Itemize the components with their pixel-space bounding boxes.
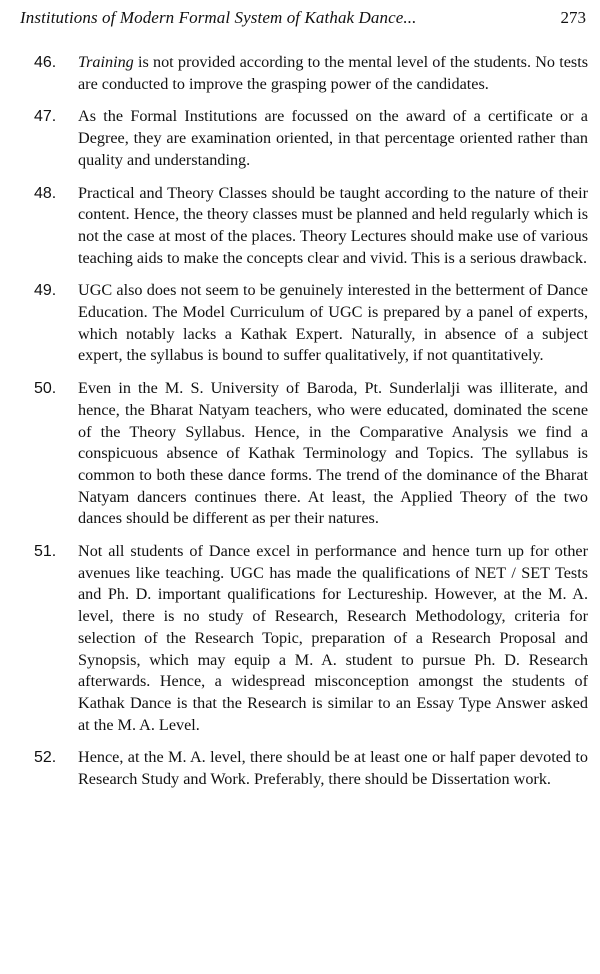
numbered-list bbox=[20, 52, 590, 791]
page-number: 273 bbox=[560, 8, 586, 27]
item-text: Not all students of Dance excel in performance and hence turn up for other avenues like teaching. UGC has made the qualifications of NET / SET Tests and Ph. D. important qualifications for Lectureship. However, at the M. A. level, there is no study of Research, Research Methodology, criteria for selection of the Research Topic, preparation of a Research Proposal and Synopsis, which may equip a M. A. student to pursue Ph. D. Research afterwards. Hence, a widespread misconception amongst the students of Kathak Dance is that the Research is similar to an Essay Type Answer asked at the M. A. Level. bbox=[78, 542, 588, 734]
item-lead-word: Training bbox=[78, 53, 134, 71]
item-number: 52. bbox=[34, 749, 57, 767]
item-number: 50. bbox=[34, 380, 57, 398]
item-number: 51. bbox=[34, 543, 57, 561]
running-header bbox=[20, 6, 590, 30]
item-text: As the Formal Institutions are focussed on the award of a certificate or a Degree, they are examination oriented, in that percentage oriented rather than quality and understanding. bbox=[78, 107, 588, 169]
item-text: Hence, at the M. A. level, there should be at least one or half paper devoted to Research Study and Work. Preferably, there should be Dissertation work. bbox=[78, 748, 588, 789]
list-item bbox=[20, 747, 590, 790]
list-item bbox=[20, 183, 590, 270]
item-text bbox=[78, 52, 590, 95]
list-item bbox=[20, 280, 590, 367]
item-text: UGC also does not seem to be genuinely interested in the betterment of Dance Education. The Model Curriculum of UGC is prepared by a panel of experts, which notably lacks a Kathak Expert. Naturally, in absence of a subject expert, the syllabus is bound to suffer qualitatively, if not quantitatively. bbox=[78, 281, 588, 365]
list-item bbox=[20, 52, 590, 95]
item-number: 49. bbox=[34, 282, 57, 300]
list-item bbox=[20, 541, 590, 736]
item-number: 47. bbox=[34, 108, 57, 126]
list-item bbox=[20, 378, 590, 530]
item-text: Even in the M. S. University of Baroda, Pt. Sunderlalji was illiterate, and hence, the Bharat Natyam teachers, who were educated, dominated the scene of the Theory Syllabus. Hence, in the Comparative Analysis we find a conspicuous absence of Kathak Terminology and Topics. The syllabus is common to both these dance forms. The trend of the dominance of the Bharat Natyam dancers continues there. At least, the Applied Theory of the two dances should be different as per their natures. bbox=[78, 379, 588, 528]
item-number: 48. bbox=[34, 184, 57, 202]
running-title: Institutions of Modern Formal System of Kathak Dance... bbox=[20, 8, 417, 27]
item-text: Practical and Theory Classes should be taught according to the nature of their content. Hence, the theory classes must be planned and held regularly which is not the case at most of the places. Theory Lectures should make use of various teaching aids to make the concepts clear and vivid. This is a serious drawback. bbox=[78, 183, 588, 267]
item-number: 46. bbox=[34, 54, 57, 71]
item-body: is not provided according to the mental level of the students. No tests are conducted to improve the grasping power of the candidates. bbox=[78, 53, 588, 93]
list-item bbox=[20, 106, 590, 171]
